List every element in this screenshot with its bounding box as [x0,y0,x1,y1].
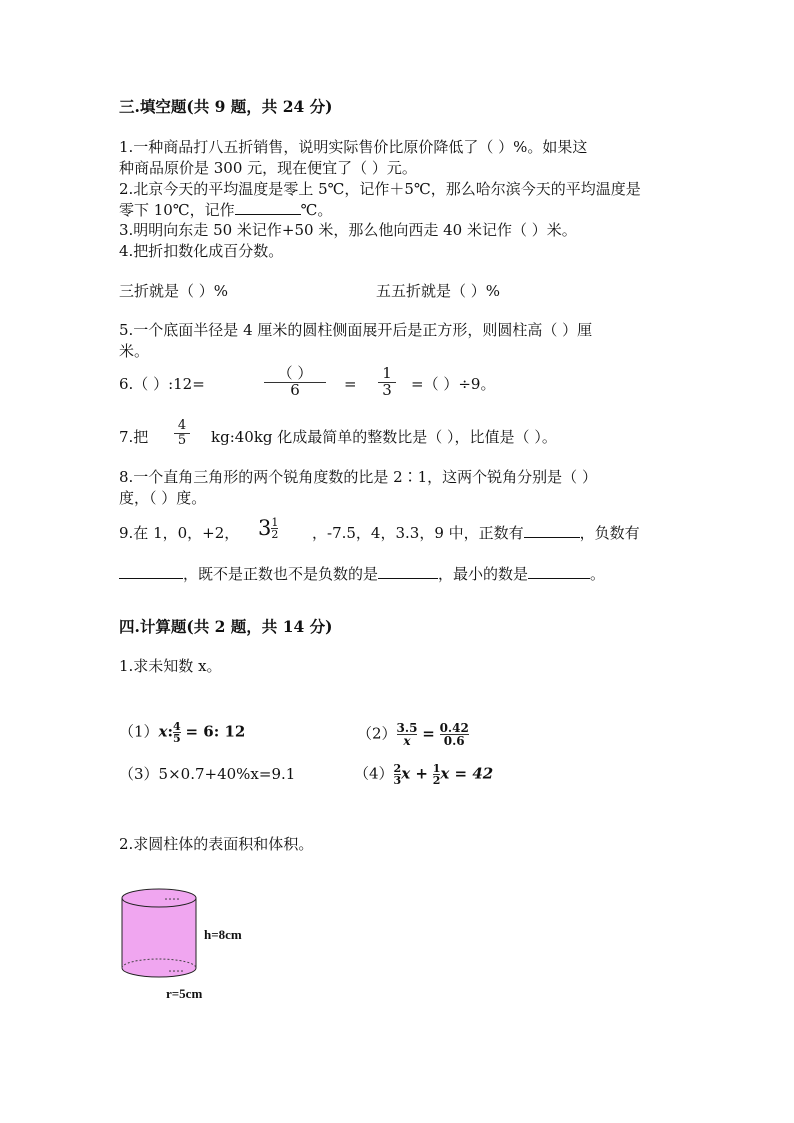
q7-f-num: 4 [177,418,187,433]
q9-mixed-number [258,516,278,540]
eq1-fraction [173,721,181,744]
q7-text-b: kg:40kg 化成最简单的整数比是（ ），比值是（ ）。 [211,428,557,446]
q9-text-d: ，既不是正数也不是负数的是 [183,565,379,583]
q9-text-c: ，负数有 [579,524,640,542]
q1-line1: 1.一种商品打八五折销售，说明实际售价比原价降低了（ ）%。如果这 [119,138,588,156]
q6-f2-num: 1 [382,364,392,382]
eq4-x1: x + [401,764,428,783]
q4-text: 4.把折扣数化成百分数。 [119,242,284,260]
cylinder-top-dot [169,898,171,900]
eq1-label: （1） [119,722,159,741]
q9-text-a: 9.在 1，0，+2， [119,524,240,542]
q6-equals: = [344,375,357,393]
q9-line2 [119,564,605,584]
eq2-rnum: 0.42 [439,721,469,735]
q9-fraction [271,517,278,540]
cylinder-bottom-dot [177,970,179,972]
q2-line1: 2.北京今天的平均温度是零上 5℃，记作＋5℃，那么哈尔滨今天的平均温度是 [119,180,641,198]
q2-line2 [119,200,332,220]
q6-f2-den: 3 [378,382,396,399]
eq4-label: （4） [354,764,394,783]
cylinder-body [122,898,196,977]
cylinder-top-dot [165,898,167,900]
q8-line2: 度，（ ）度。 [119,489,207,507]
eq2-rden: 0.6 [440,734,469,747]
q9-blank-neither[interactable] [378,564,438,579]
eq2-eq: = [422,724,435,743]
cylinder-figure [118,888,198,988]
q7-text-a: 7.把 [119,428,149,446]
q6-f1-num: （ ） [277,364,313,382]
q5-line2: 米。 [119,342,150,360]
q7-fraction [174,419,190,447]
eq4 [354,763,493,786]
cylinder-bottom-dot [173,970,175,972]
q2-blank[interactable] [235,200,301,215]
p1-title: 1.求未知数 x。 [119,657,222,675]
eq2-num: 3.5 [396,721,418,735]
eq3: （3）5×0.7+40%x=9.1 [119,765,296,783]
q3-text: 3.明明向东走 50 米记作+50 米，那么他向西走 40 米记作（ ）米。 [119,221,577,239]
cylinder-height-label: h=8cm [204,927,242,942]
section4-heading: 四.计算题(共 2 题，共 14 分) [119,617,333,636]
eq2-right-fraction [440,722,469,747]
q2-text-b: ℃。 [300,201,333,219]
q8-line1: 8.一个直角三角形的两个锐角度数的比是 2∶1，这两个锐角分别是（ ） [119,468,597,486]
cylinder-bottom-dot [181,970,183,972]
eq2-label: （2） [357,724,397,743]
eq4-d1: 3 [393,774,402,787]
q6-text-b: =（ ）÷9。 [411,375,496,393]
q9-blank-positive[interactable] [524,523,580,538]
q1-line2: 种商品原价是 300 元，现在便宜了（ ）元。 [119,159,417,177]
q9-num: 1 [271,515,279,529]
eq2-left-fraction [397,722,418,747]
eq2 [357,722,469,747]
q4-a: 三折就是（ ）% [119,282,229,300]
q9-line1 [312,523,640,543]
q9-whole: 3 [258,516,272,540]
section3-heading: 三.填空题(共 9 题，共 24 分) [119,97,333,116]
cylinder-top-dot [177,898,179,900]
cylinder-top [122,889,196,907]
eq1-colon: : [167,722,174,741]
p2-title: 2.求圆柱体的表面积和体积。 [119,835,314,853]
q9-den: 2 [271,527,279,541]
cylinder-bottom-dot [169,970,171,972]
q6-fraction-2 [378,366,396,399]
eq2-den: x [397,734,418,747]
q6-text-a: 6.（ ）:12= [119,375,205,393]
q6-f1-den: 6 [264,382,326,399]
q2-text-a: 零下 10℃，记作 [119,201,235,219]
q9-blank-smallest[interactable] [528,564,590,579]
q9-blank-negative[interactable] [119,564,183,579]
eq4-d2: 2 [432,774,441,787]
q5-line1: 5.一个底面半径是 4 厘米的圆柱侧面展开后是正方形，则圆柱高（ ）厘 [119,321,593,339]
cylinder-radius-label: r=5cm [166,986,203,1001]
eq1-num: 4 [173,720,181,733]
eq1-x: x [158,722,168,741]
q9-text-f: 。 [590,565,606,583]
q6-fraction-1 [264,366,326,399]
eq4-n1: 2 [393,762,402,775]
q9-text-e: ，最小的数是 [438,565,529,583]
eq1-rest: = 6: 12 [185,722,246,741]
q4-b: 五五折就是（ ）% [376,282,501,300]
eq4-n2: 1 [432,762,441,775]
eq1 [119,721,245,744]
eq4-x2: x = 42 [440,764,494,783]
q9-text-b: ，-7.5，4，3.3，9 中，正数有 [312,524,524,542]
cylinder-top-dot [173,898,175,900]
q7-f-den: 5 [174,433,190,448]
eq1-den: 5 [173,732,181,745]
